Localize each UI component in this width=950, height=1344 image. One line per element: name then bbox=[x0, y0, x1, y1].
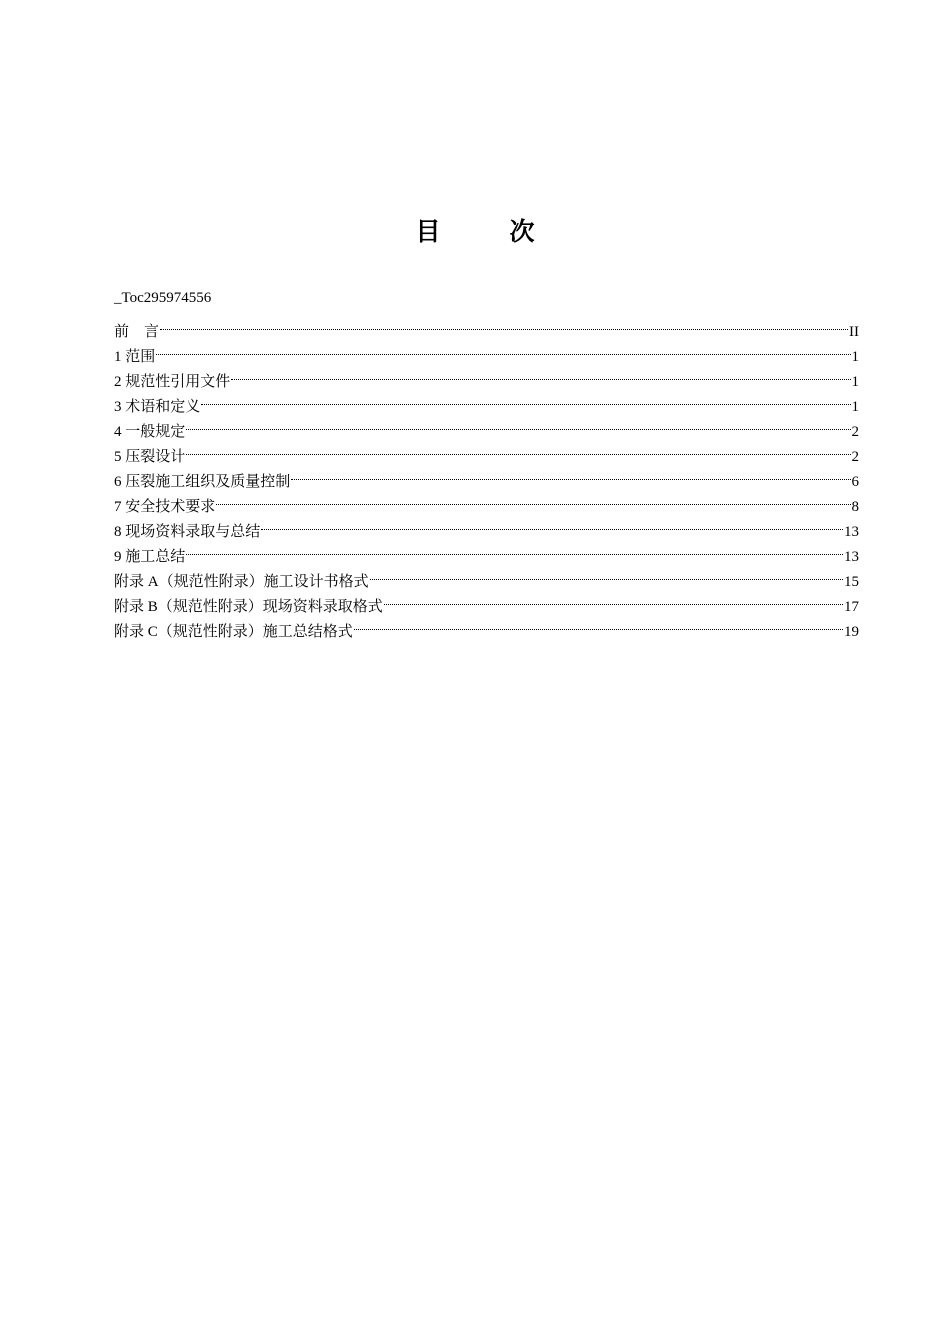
toc-entry-6[interactable] bbox=[114, 461, 859, 490]
toc-entry-label: 附录 A（规范性附录）施工设计书格式 bbox=[114, 574, 369, 590]
dot-leader bbox=[354, 611, 843, 636]
toc-entry-label: 1 范围 bbox=[114, 349, 156, 365]
dot-leader bbox=[291, 461, 850, 486]
toc-entry-label: 附录 C（规范性附录）施工总结格式 bbox=[114, 624, 353, 640]
toc-entry-page: 6 bbox=[851, 474, 859, 490]
toc-entry-label: 7 安全技术要求 bbox=[114, 499, 216, 515]
toc-entry-preface[interactable] bbox=[114, 311, 859, 340]
toc-entry-5[interactable] bbox=[114, 436, 859, 465]
toc-anchor-text: _Toc295974556 bbox=[114, 290, 212, 306]
toc-entry-label: 前 言 bbox=[114, 324, 160, 340]
toc-entry-4[interactable] bbox=[114, 411, 859, 440]
toc-entry-3[interactable] bbox=[114, 386, 859, 415]
dot-leader bbox=[186, 411, 850, 436]
toc-entry-page: 1 bbox=[851, 399, 859, 415]
toc-entry-page: II bbox=[849, 324, 859, 340]
toc-entry-label: 6 压裂施工组织及质量控制 bbox=[114, 474, 291, 490]
dot-leader bbox=[231, 361, 850, 386]
toc-entry-2[interactable] bbox=[114, 361, 859, 390]
dot-leader bbox=[186, 436, 850, 461]
toc-entry-page: 1 bbox=[851, 374, 859, 390]
dot-leader bbox=[201, 386, 850, 411]
dot-leader bbox=[160, 311, 848, 336]
toc-entry-label: 3 术语和定义 bbox=[114, 399, 201, 415]
dot-leader bbox=[186, 536, 843, 561]
toc-entry-label: 5 压裂设计 bbox=[114, 449, 186, 465]
toc-entry-page: 1 bbox=[851, 349, 859, 365]
toc-entry-page: 8 bbox=[851, 499, 859, 515]
toc-entry-8[interactable] bbox=[114, 511, 859, 540]
dot-leader bbox=[384, 586, 843, 611]
toc-entry-page: 13 bbox=[844, 549, 859, 565]
dot-leader bbox=[261, 511, 843, 536]
toc-entry-page: 19 bbox=[844, 624, 859, 640]
dot-leader bbox=[156, 336, 850, 361]
dot-leader bbox=[370, 561, 843, 586]
page-title: 目 次 bbox=[415, 217, 557, 246]
toc-entry-label: 2 规范性引用文件 bbox=[114, 374, 231, 390]
toc-entry-page: 15 bbox=[844, 574, 859, 590]
toc-entry-9[interactable] bbox=[114, 536, 859, 565]
table-of-contents bbox=[114, 286, 859, 640]
toc-entry-label: 9 施工总结 bbox=[114, 549, 186, 565]
toc-entry-label: 附录 B（规范性附录）现场资料录取格式 bbox=[114, 599, 383, 615]
toc-entry-1[interactable] bbox=[114, 336, 859, 365]
toc-entry-label: 8 现场资料录取与总结 bbox=[114, 524, 261, 540]
toc-entry-page: 17 bbox=[844, 599, 859, 615]
toc-entry-page: 2 bbox=[851, 449, 859, 465]
dot-leader bbox=[216, 486, 850, 511]
toc-entry-label: 4 一般规定 bbox=[114, 424, 186, 440]
toc-entry-appendix-a[interactable] bbox=[114, 561, 859, 590]
toc-entry-7[interactable] bbox=[114, 486, 859, 515]
toc-entry-page: 2 bbox=[851, 424, 859, 440]
toc-entry-page: 13 bbox=[844, 524, 859, 540]
